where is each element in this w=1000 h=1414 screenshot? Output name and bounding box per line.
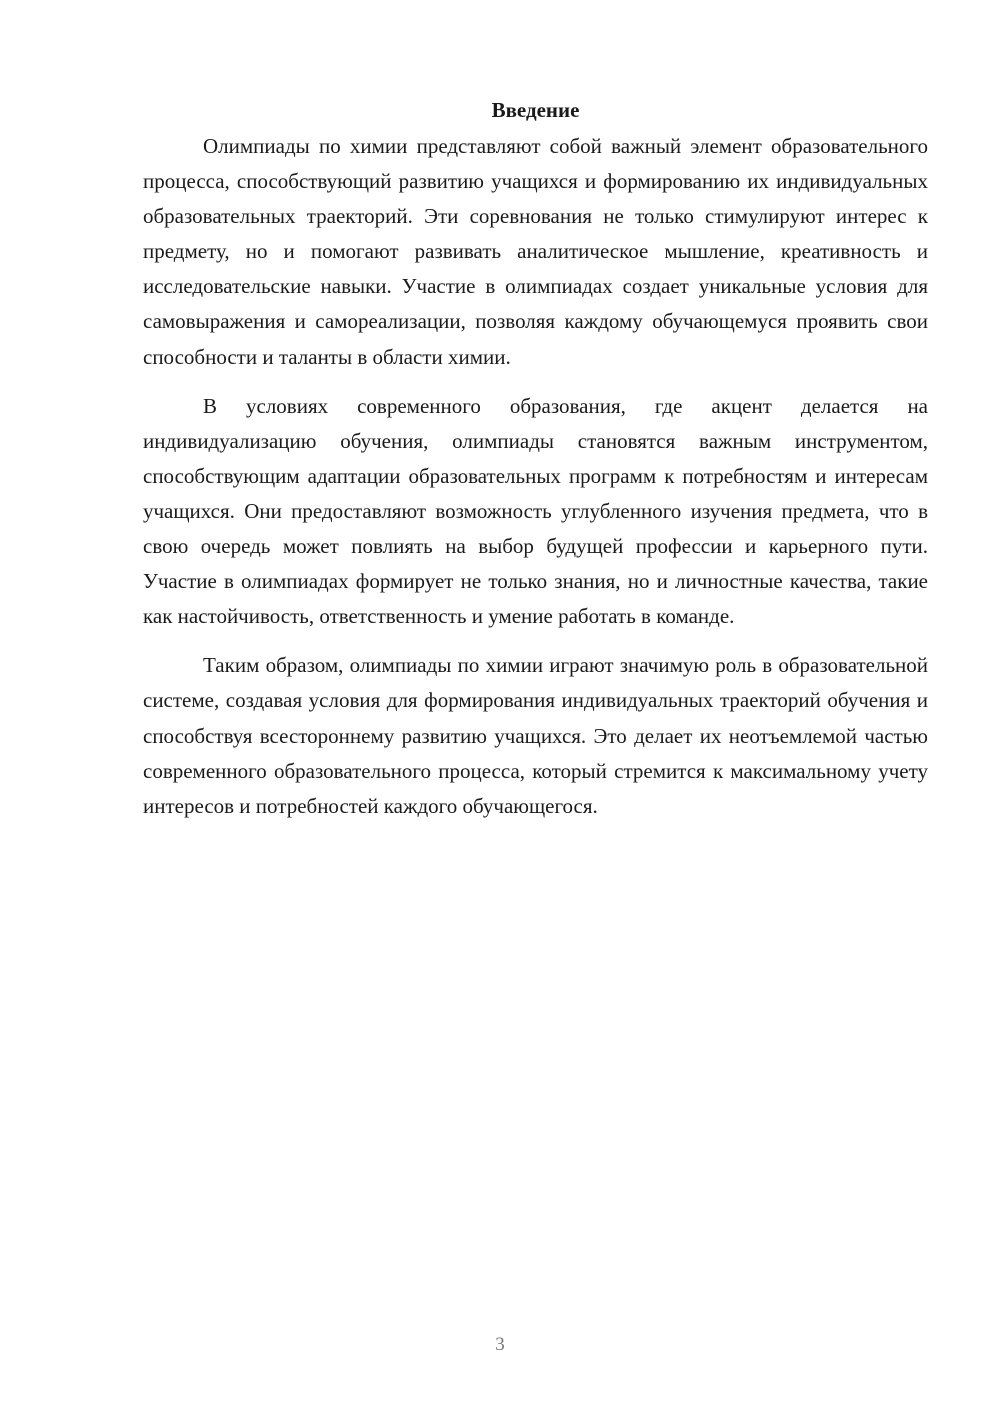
- paragraph-2: В условиях современного образования, где акцент делается на индивидуализацию обучения, олимпиады становятся важным инструментом, способствующим адаптации образовательных программ к потребностям и интересам учащихся. Они предоставляют возможность углубленного изучения предмета, что в свою очередь может повлиять на выбор будущей профессии и карьерного пути. Участие в олимпиадах формирует не только знания, но и личностные качества, такие как настойчивость, ответственность и умение работать в команде.: [143, 393, 928, 629]
- paragraph-1: Олимпиады по химии представляют собой важный элемент образовательного процесса, способствующий развитию учащихся и формированию их индивидуальных образовательных траекторий. Эти соревнования не только стимулируют интерес к предмету, но и помогают развивать аналитическое мышление, креативность и исследовательские навыки. Участие в олимпиадах создает уникальные условия для самовыражения и самореализации, позволяя каждому обучающемуся проявить свои способности и таланты в области химии.: [143, 134, 928, 369]
- section-title: Введение: [491, 98, 580, 122]
- document-page: [143, 95, 928, 824]
- page-number: 3: [495, 1334, 505, 1355]
- paragraph-3: Таким образом, олимпиады по химии играют значимую роль в образовательной системе, создавая условия для формирования индивидуальных траекторий обучения и способствуя всестороннему развитию учащихся. Это делает их неотъемлемой частью современного образовательного процесса, который стремится к максимальному учету интересов и потребностей каждого обучающегося.: [143, 653, 928, 818]
